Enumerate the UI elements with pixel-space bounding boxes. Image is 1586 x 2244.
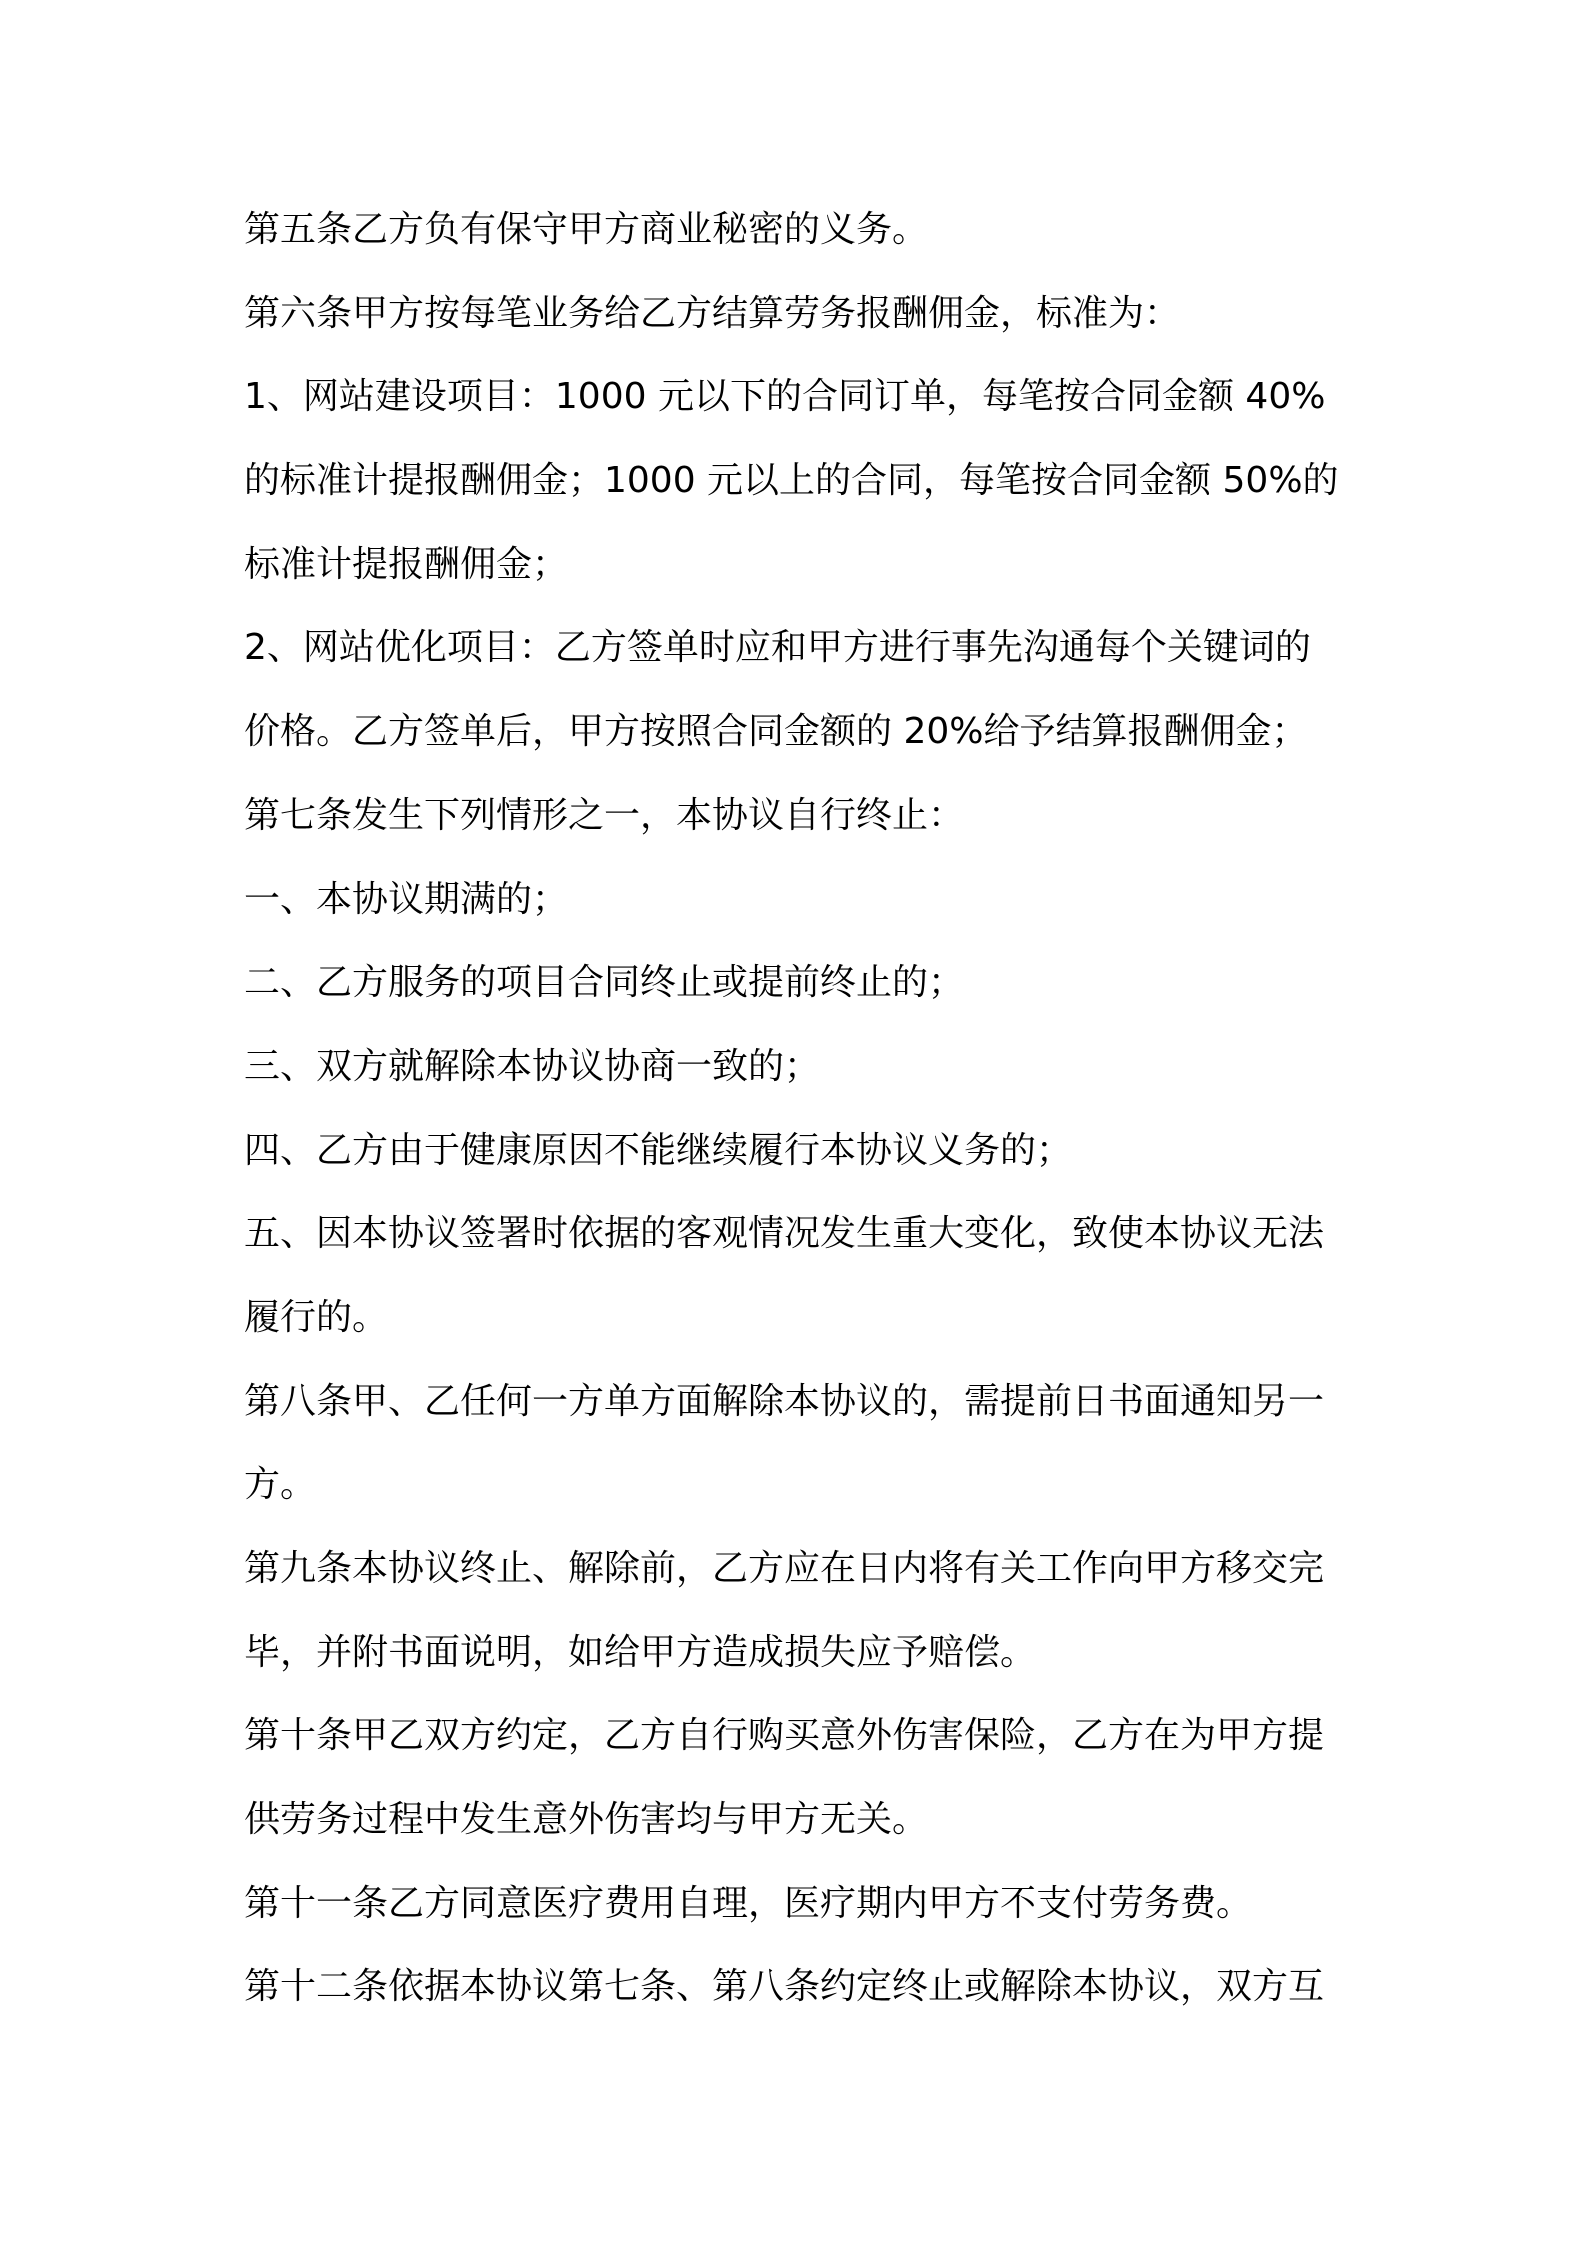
text-line-article-9a: 第九条本协议终止、解除前，乙方应在日内将有关工作向甲方移交完 [244, 1548, 1325, 1589]
text-line-article-11: 第十一条乙方同意医疗费用自理，医疗期内甲方不支付劳务费。 [244, 1882, 1253, 1924]
text-line-article-8a: 第八条甲、乙任何一方单方面解除本协议的，需提前日书面通知另一 [244, 1380, 1325, 1422]
text-line-article-8b: 方。 [244, 1464, 317, 1506]
text-line-clause-1: 一、本协议期满的； [244, 878, 569, 920]
text-line-article-6: 第六条甲方按每笔业务给乙方结算劳务报酬佣金，标准为： [244, 292, 1181, 334]
text-line-item-1c: 标准计提报酬佣金； [244, 543, 569, 585]
text-line-clause-4: 四、乙方由于健康原因不能继续履行本协议义务的； [244, 1129, 1073, 1171]
text-line-item-2a: 2、网站优化项目：乙方签单时应和甲方进行事先沟通每个关键词的 [244, 627, 1311, 669]
text-line-article-9b: 毕，并附书面说明，如给甲方造成损失应予赔偿。 [244, 1631, 1037, 1673]
text-line-item-2b: 价格。乙方签单后，甲方按照合同金额的 20%给予结算报酬佣金； [244, 711, 1308, 753]
text-line-clause-3: 三、双方就解除本协议协商一致的； [244, 1045, 821, 1087]
text-line-article-10b: 供劳务过程中发生意外伤害均与甲方无关。 [244, 1799, 929, 1841]
text-line-article-10a: 第十条甲乙双方约定，乙方自行购买意外伤害保险，乙方在为甲方提 [244, 1715, 1325, 1757]
document-body [244, 188, 1354, 2029]
text-line-clause-2: 二、乙方服务的项目合同终止或提前终止的； [244, 962, 965, 1004]
text-line-clause-5b: 履行的。 [244, 1296, 389, 1338]
text-line-item-1b: 的标准计提报酬佣金；1000 元以上的合同，每笔按合同金额 50%的 [244, 460, 1339, 502]
text-line-article-12: 第十二条依据本协议第七条、第八条约定终止或解除本协议，双方互 [244, 1966, 1325, 2008]
text-line-item-1a: 1、网站建设项目：1000 元以下的合同订单，每笔按合同金额 40% [244, 376, 1326, 418]
text-line-article-5: 第五条乙方负有保守甲方商业秘密的义务。 [244, 209, 929, 250]
text-line-clause-5a: 五、因本协议签署时依据的客观情况发生重大变化，致使本协议无法 [244, 1213, 1325, 1255]
text-line-article-7: 第七条发生下列情形之一，本协议自行终止： [244, 794, 965, 836]
